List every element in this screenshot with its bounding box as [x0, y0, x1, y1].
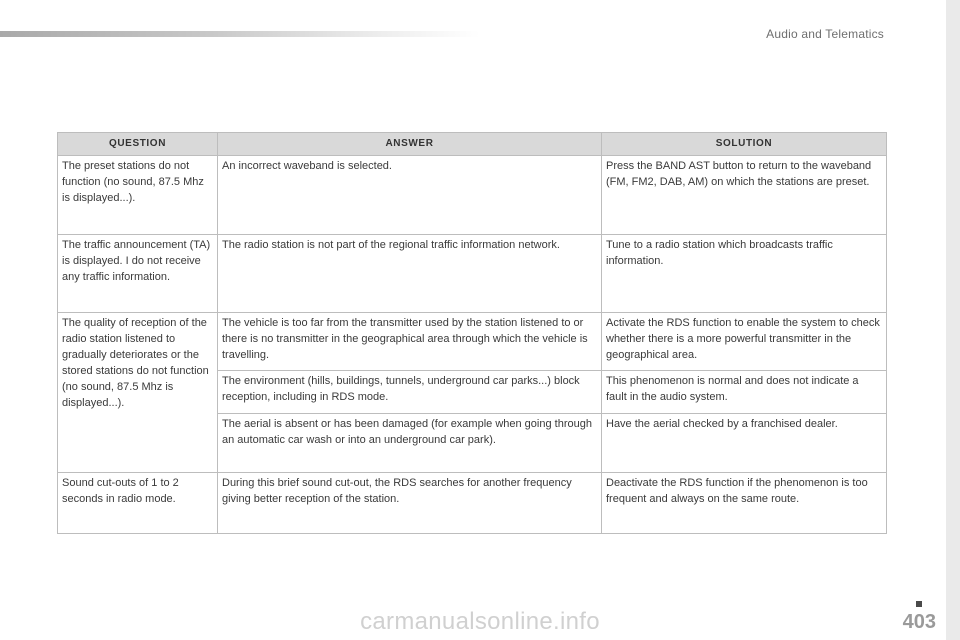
- page-marker-icon: [916, 601, 922, 607]
- column-header-question: QUESTION: [58, 133, 218, 156]
- table-header-row: [58, 133, 887, 156]
- solution-cell: Deactivate the RDS function if the phenomenon is too frequent and always on the same route.: [602, 473, 887, 534]
- question-cell: The quality of reception of the radio station listened to gradually deteriorates or the stored stations do not function (no sound, 87.5 Mhz is displayed...).: [58, 313, 218, 473]
- solution-cell: Activate the RDS function to enable the system to check whether there is a more powerful transmitter in the geographical area.: [602, 313, 887, 371]
- solution-cell: Have the aerial checked by a franchised dealer.: [602, 414, 887, 473]
- answer-cell: During this brief sound cut-out, the RDS searches for another frequency giving better reception of the station.: [218, 473, 602, 534]
- header-decorative-bar: [0, 31, 480, 37]
- watermark[interactable]: carmanualsonline.info: [360, 608, 600, 635]
- answer-cell: The environment (hills, buildings, tunnels, underground car parks...) block reception, including in RDS mode.: [218, 371, 602, 414]
- question-cell: The traffic announcement (TA) is displayed. I do not receive any traffic information.: [58, 235, 218, 313]
- column-header-answer: ANSWER: [218, 133, 602, 156]
- solution-cell: Press the BAND AST button to return to the waveband (FM, FM2, DAB, AM) on which the stations are preset.: [602, 156, 887, 235]
- table-row: [58, 313, 887, 371]
- question-cell: The preset stations do not function (no sound, 87.5 Mhz is displayed...).: [58, 156, 218, 235]
- table-row: [58, 473, 887, 534]
- faq-table: [57, 132, 887, 534]
- page-edge: [946, 0, 960, 640]
- answer-cell: An incorrect waveband is selected.: [218, 156, 602, 235]
- answer-cell: The radio station is not part of the regional traffic information network.: [218, 235, 602, 313]
- table-row: [58, 235, 887, 313]
- section-title: Audio and Telematics: [766, 27, 884, 41]
- answer-cell: The vehicle is too far from the transmitter used by the station listened to or there is no transmitter in the geographical area through which the vehicle is travelling.: [218, 313, 602, 371]
- answer-cell: The aerial is absent or has been damaged (for example when going through an automatic car wash or into an underground car park).: [218, 414, 602, 473]
- question-cell: Sound cut-outs of 1 to 2 seconds in radio mode.: [58, 473, 218, 534]
- column-header-solution: SOLUTION: [602, 133, 887, 156]
- solution-cell: Tune to a radio station which broadcasts traffic information.: [602, 235, 887, 313]
- solution-cell: This phenomenon is normal and does not indicate a fault in the audio system.: [602, 371, 887, 414]
- table-row: [58, 156, 887, 235]
- page-number: 403: [902, 611, 936, 633]
